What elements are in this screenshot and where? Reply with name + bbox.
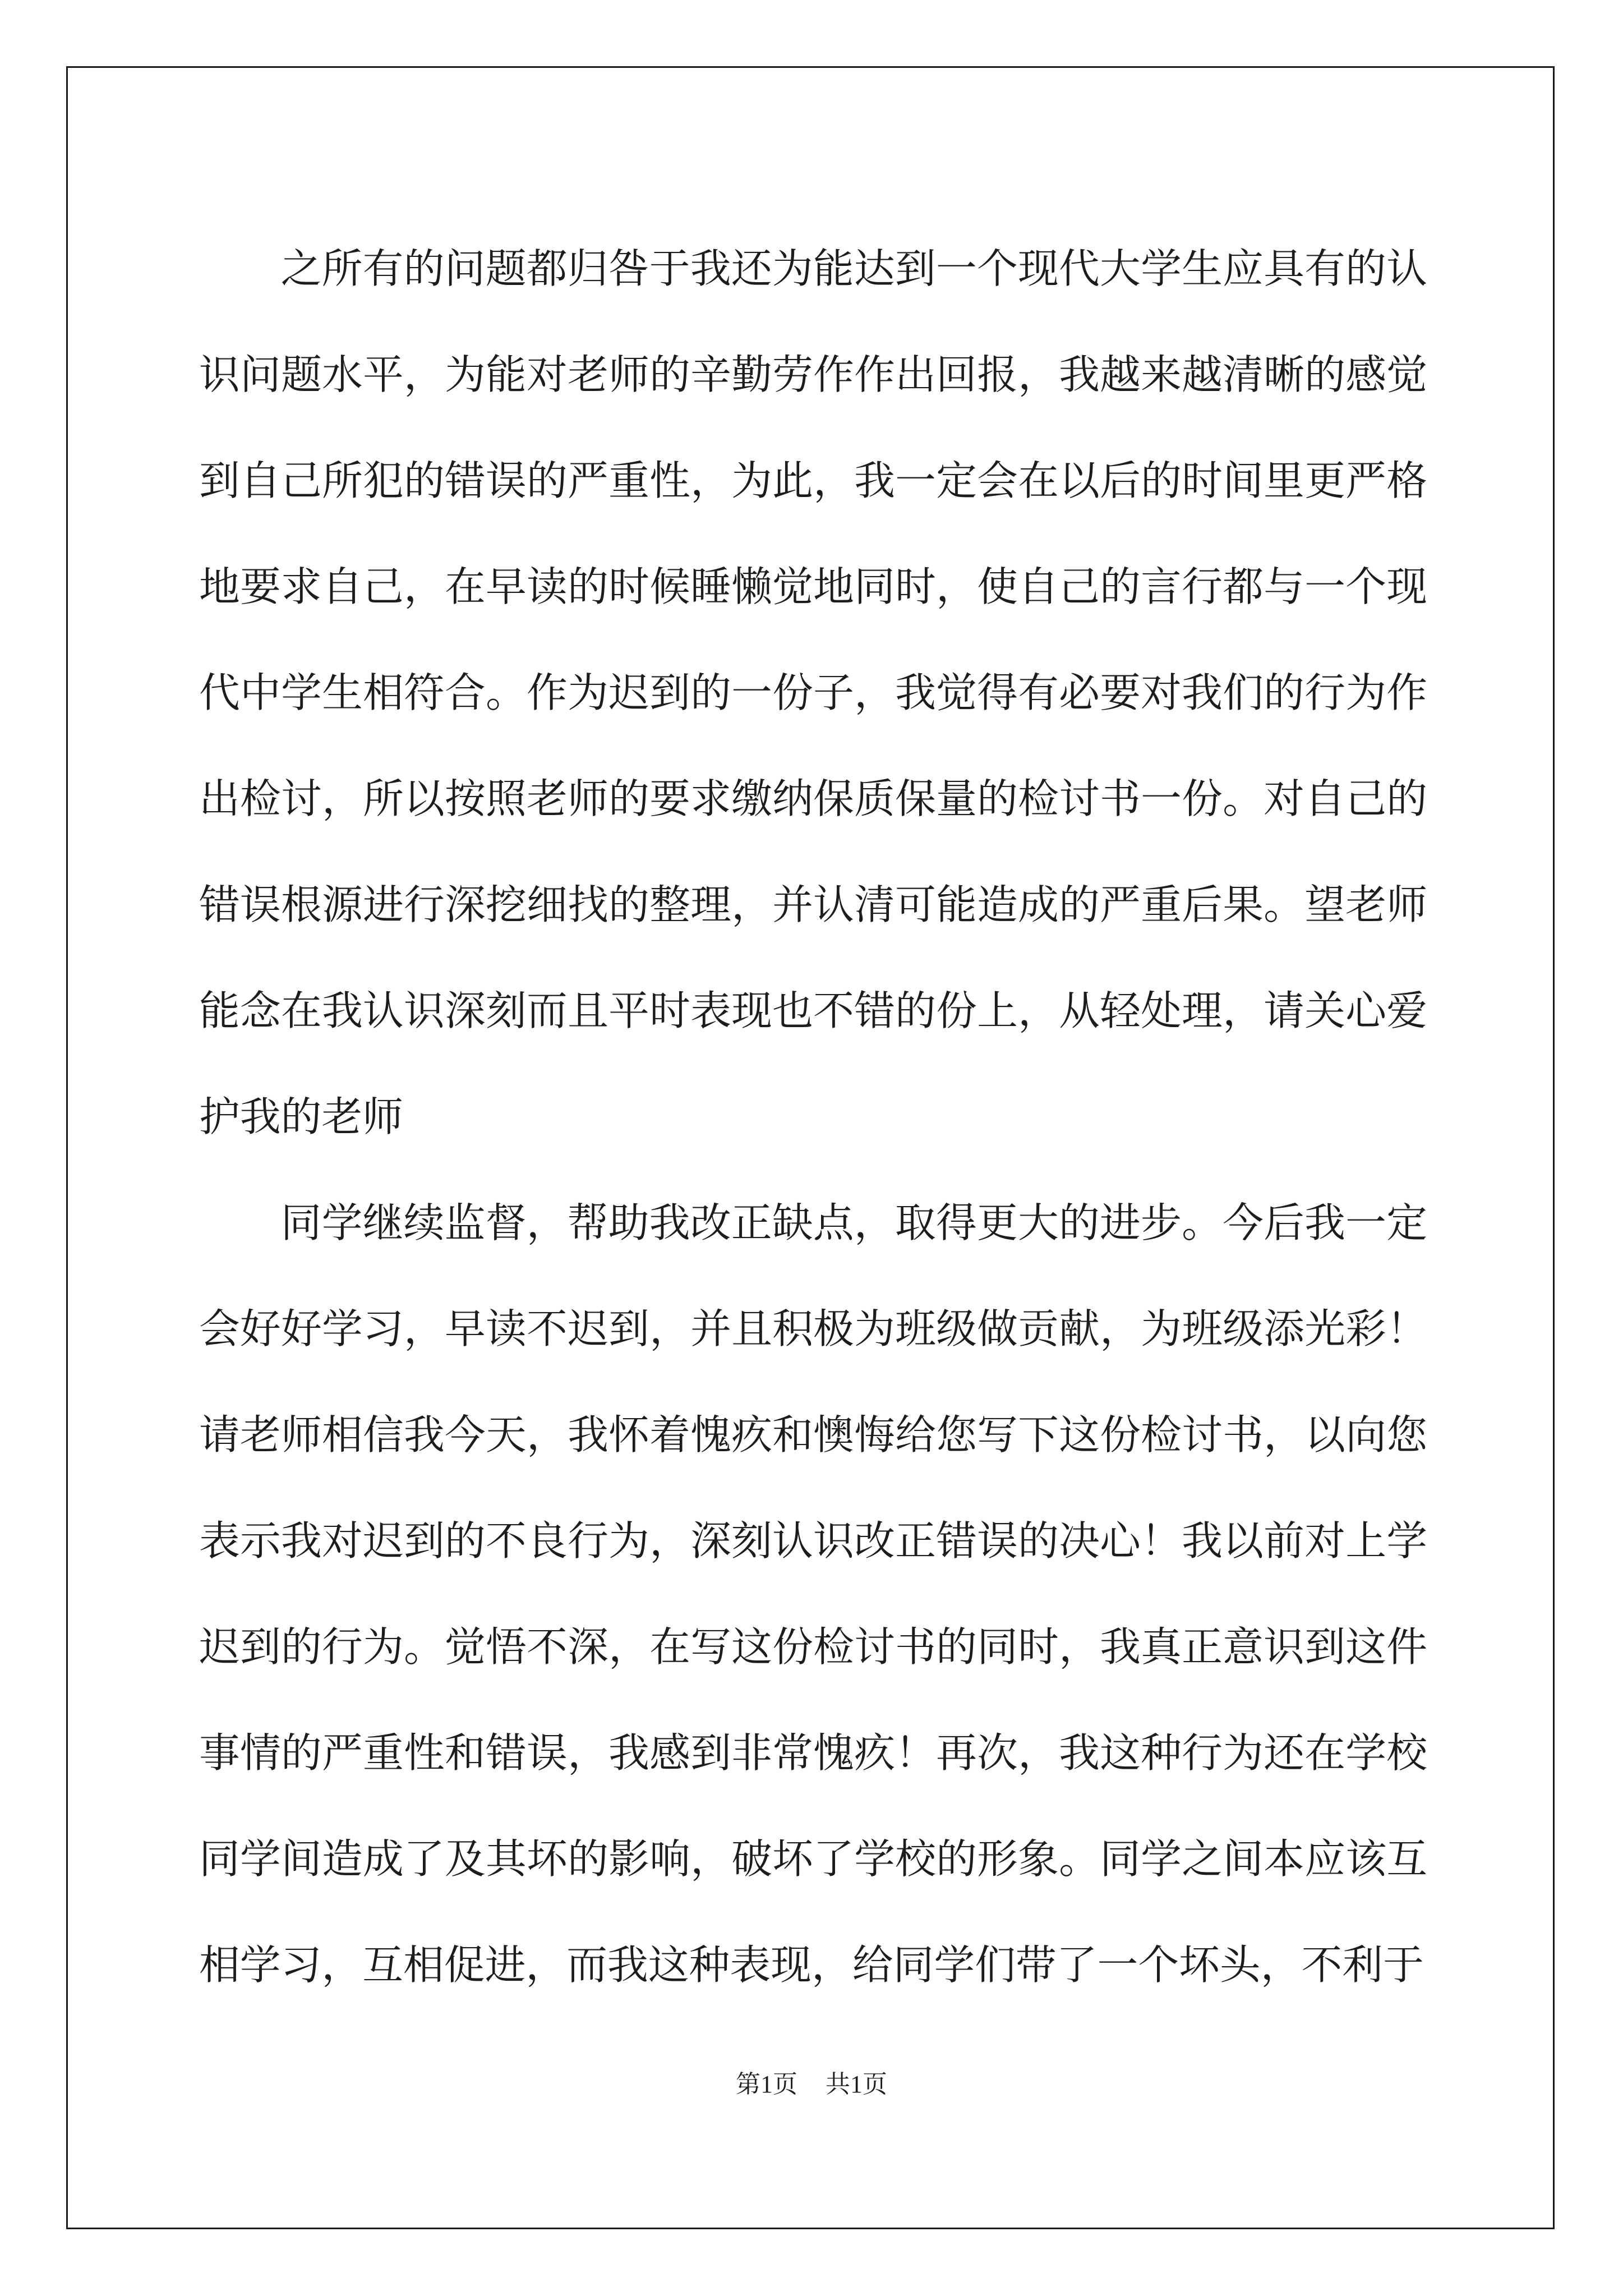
page-total: 共1页 bbox=[826, 2070, 887, 2098]
document-body bbox=[199, 216, 1427, 2018]
page-footer bbox=[0, 2068, 1623, 2101]
page-number: 第1页 bbox=[736, 2070, 797, 2098]
paragraph-2: 同学继续监督，帮助我改正缺点，取得更大的进步。今后我一定会好好学习，早读不迟到，并且积极为班级做贡献，为班级添光彩！请老师相信我今天，我怀着愧疚和懊悔给您写下这份检讨书，以向您表示我对迟到的不良行为，深刻认识改正错误的决心！我以前对上学迟到的行为。觉悟不深，在写这份检讨书的同时，我真正意识到这件事情的严重性和错误，我感到非常愧疚！再次，我这种行为还在学校同学间造成了及其坏的影响，破坏了学校的形象。同学之间本应该互相学习，互相促进，而我这种表现，给同学们带了一个坏头，不利于 bbox=[199, 1199, 1427, 1989]
paragraph-1: 之所有的问题都归咎于我还为能达到一个现代大学生应具有的认识问题水平，为能对老师的辛勤劳作作出回报，我越来越清晰的感觉到自己所犯的错误的严重性，为此，我一定会在以后的时间里更严格地要求自己，在早读的时候睡懒觉地同时，使自己的言行都与一个现代中学生相符合。作为迟到的一份子，我觉得有必要对我们的行为作出检讨，所以按照老师的要求缴纳保质保量的检讨书一份。对自己的错误根源进行深挖细找的整理，并认清可能造成的严重后果。望老师能念在我认识深刻而且平时表现也不错的份上，从轻处理，请关心爱护我的老师 bbox=[199, 245, 1427, 1141]
